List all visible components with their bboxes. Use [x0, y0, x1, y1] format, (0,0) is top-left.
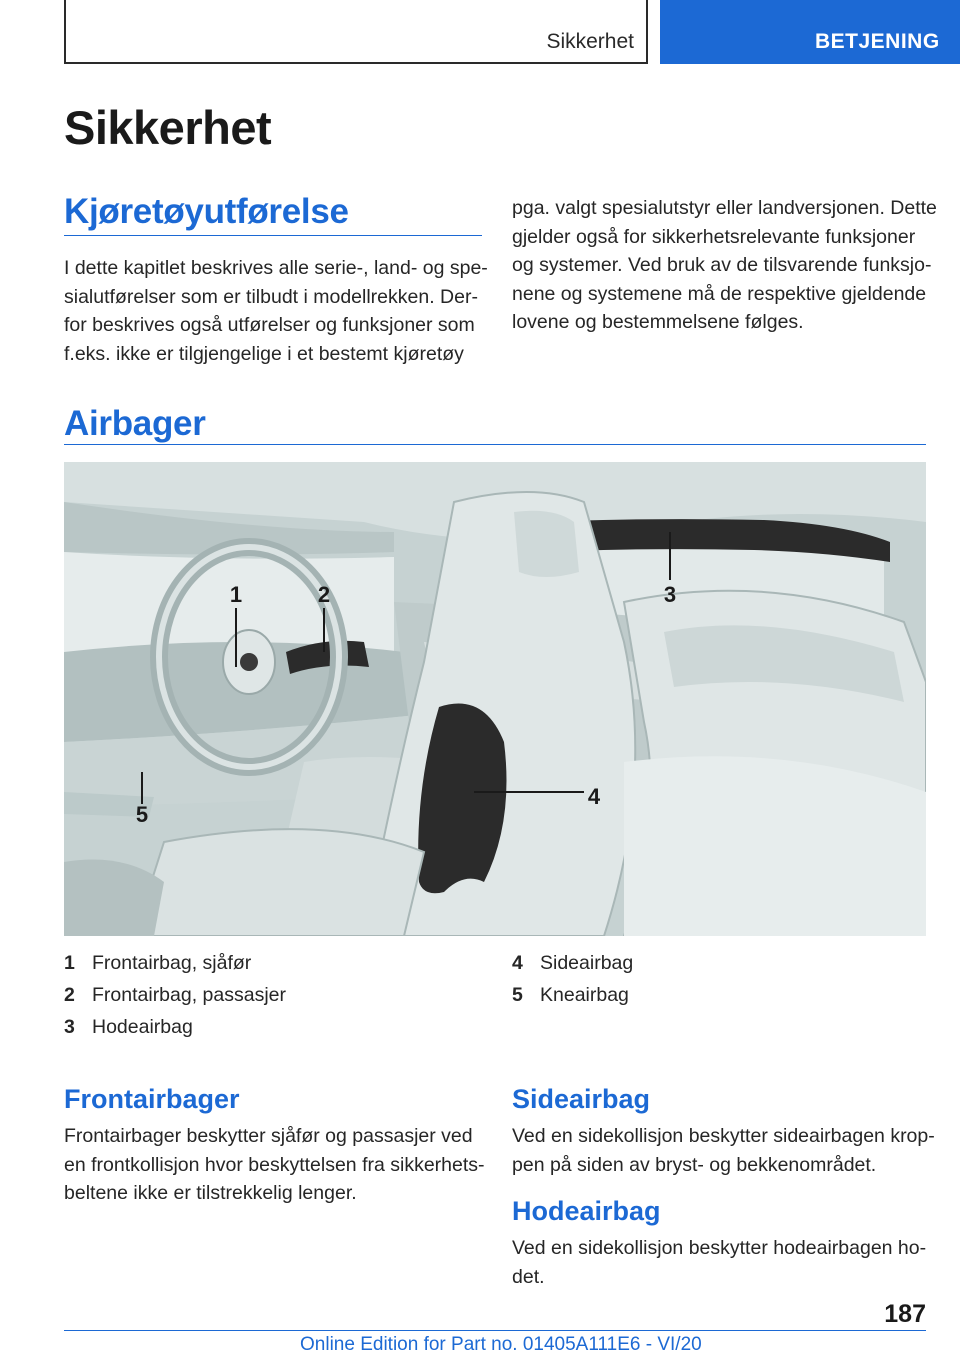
airbags-heading: Airbager — [64, 404, 206, 443]
vehicle-design-text-right — [512, 194, 937, 337]
text-line: lovene og bestemmelsene følges. — [512, 311, 804, 333]
text-line: det. — [512, 1265, 545, 1288]
text-line: Ved en sidekollisjon beskytter hodeairbagen ho- — [512, 1237, 927, 1259]
side-airbag-text — [512, 1122, 935, 1179]
text-line: Frontairbager beskytter sjåfør og passasjer ved — [64, 1125, 473, 1147]
callout-4: 4 — [587, 784, 601, 809]
head-airbag-text — [512, 1234, 926, 1291]
front-airbags-text — [64, 1122, 485, 1208]
car-interior-drawing — [64, 462, 926, 936]
legend-label: Kneairbag — [540, 984, 629, 1006]
footer-rule — [64, 1330, 926, 1331]
front-airbags-heading: Frontairbager — [64, 1084, 240, 1114]
legend-label: Hodeairbag — [92, 1016, 193, 1038]
text-line: I dette kapitlet beskrives alle serie-, land- og spe- — [64, 257, 488, 279]
head-airbag-heading: Hodeairbag — [512, 1196, 661, 1226]
text-line: pga. valgt spesialutstyr eller landversjonen. Dette — [512, 197, 937, 219]
header-chapter-tab — [660, 0, 960, 64]
callout-5: 5 — [135, 802, 149, 827]
legend-label: Frontairbag, passasjer — [92, 984, 287, 1006]
vehicle-design-text-left — [64, 254, 488, 368]
text-line: sialutførelser som er tilbudt i modellrekken. Der- — [64, 285, 478, 308]
legend-number: 4 — [512, 952, 523, 974]
text-line: en frontkollisjon hvor beskyttelsen fra sikkerhets- — [64, 1153, 485, 1176]
legend-number: 2 — [64, 984, 75, 1006]
vehicle-design-rule — [64, 235, 482, 236]
page-number: 187 — [884, 1300, 926, 1328]
header-section-label: Sikkerhet — [546, 30, 634, 53]
callout-3: 3 — [663, 582, 677, 607]
airbags-rule — [64, 444, 926, 445]
text-line: nene og systemene må de respektive gjeldende — [512, 282, 927, 305]
callout-1: 1 — [229, 582, 243, 607]
legend-number: 1 — [64, 952, 75, 974]
text-line: f.eks. ikke er tilgjengelige i et bestemt kjøretøy — [64, 342, 464, 365]
text-line: Ved en sidekollisjon beskytter sideairbagen krop- — [512, 1125, 935, 1147]
footer-edition-link[interactable]: Online Edition for Part no. 01405A111E6 - VI/20 — [300, 1334, 702, 1355]
text-line: og systemer. Ved bruk av de tilsvarende funksjo- — [512, 254, 932, 276]
header-chapter-label: BETJENING — [815, 30, 940, 53]
vehicle-design-heading: Kjøretøyutførelse — [64, 192, 349, 231]
legend-number: 5 — [512, 984, 523, 1006]
callout-2: 2 — [317, 582, 331, 607]
legend-label: Sideairbag — [540, 952, 634, 974]
legend-number: 3 — [64, 1016, 75, 1038]
text-line: gjelder også for sikkerhetsrelevante funksjoner — [512, 225, 916, 248]
page-title: Sikkerhet — [64, 101, 272, 154]
text-line: for beskrives også utførelser og funksjoner som — [64, 314, 475, 336]
header-section-tab — [64, 0, 648, 64]
text-line: pen på siden av bryst- og bekkenområdet. — [512, 1153, 877, 1176]
text-line: beltene ikke er tilstrekkelig lenger. — [64, 1182, 357, 1204]
side-airbag-heading: Sideairbag — [512, 1084, 651, 1114]
legend-label: Frontairbag, sjåfør — [92, 952, 252, 974]
airbag-illustration — [64, 462, 926, 936]
